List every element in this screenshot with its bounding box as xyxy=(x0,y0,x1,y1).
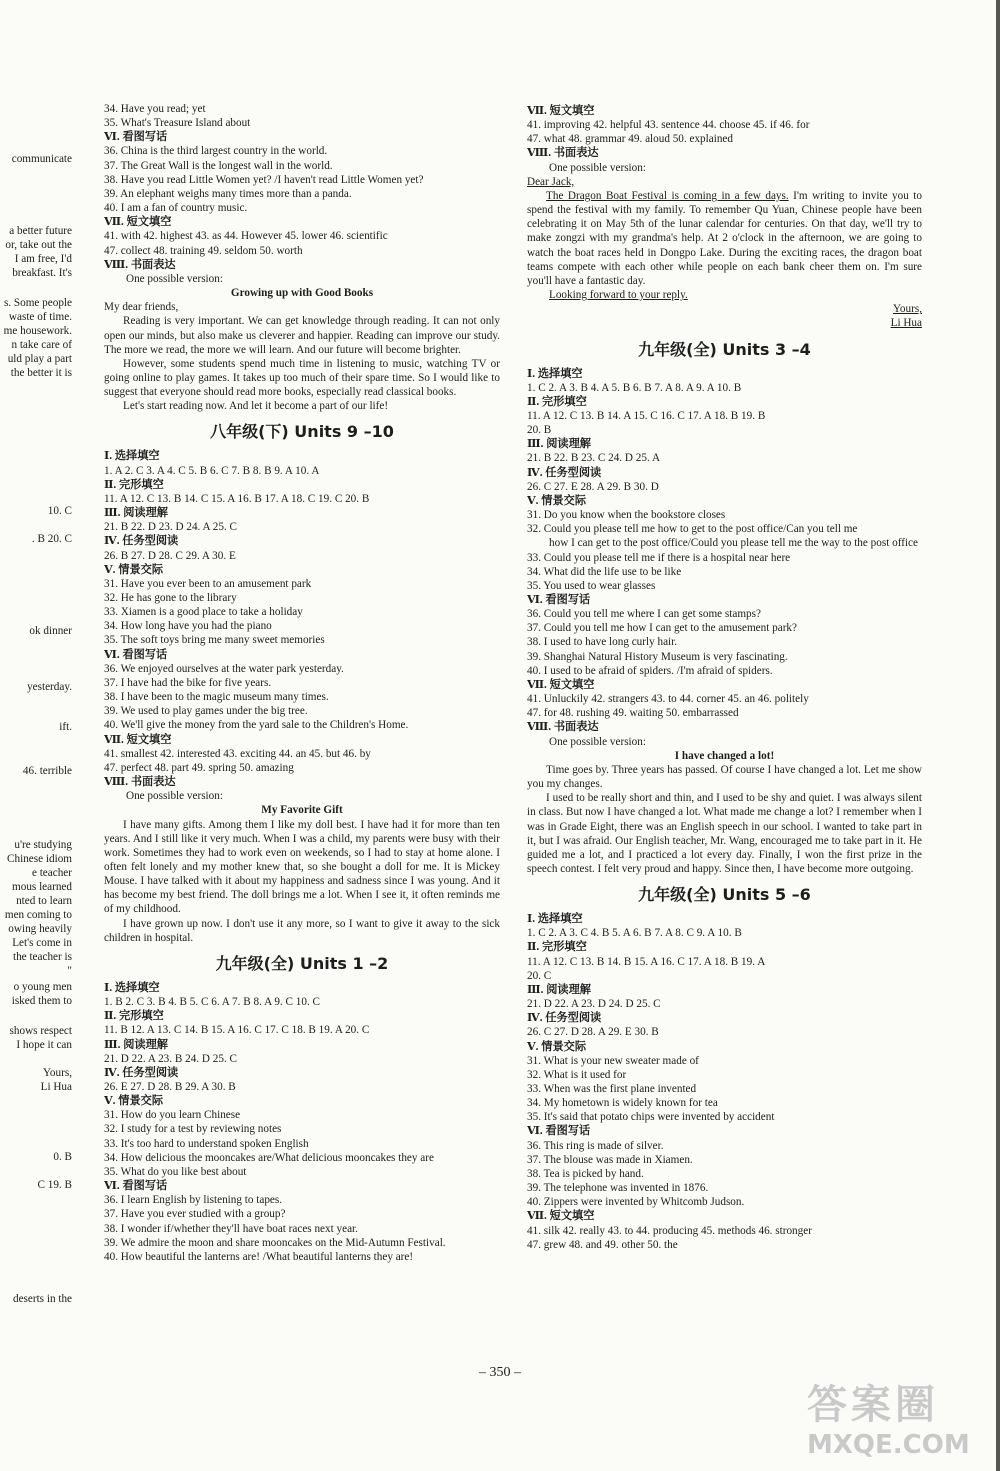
answer-line: One possible version: xyxy=(126,790,223,803)
section-answers xyxy=(104,449,500,803)
cut-text-fragment: C 19. B xyxy=(37,1179,72,1191)
section-answers xyxy=(527,367,922,537)
section-label: Ⅷ. 书面表达 xyxy=(104,258,176,271)
answer-line: 35. It's said that potato chips were invented by accident xyxy=(527,1111,775,1124)
section-label: Ⅰ. 选择填空 xyxy=(527,913,583,926)
answer-line: 36. We enjoyed ourselves at the water park yesterday. xyxy=(104,662,344,675)
answer-line: 31. What is your new sweater made of xyxy=(527,1054,699,1067)
answer-line: 35. You used to wear glasses xyxy=(527,579,656,592)
cut-text-fragment: deserts in the xyxy=(12,1293,72,1305)
answer-line: 38. Have you read Little Women yet? /I haven't read Little Women yet? xyxy=(104,173,424,186)
answer-line: 32. Could you please tell me how to get to the post office/Can you tell me xyxy=(527,523,858,536)
watermark-url: MXQE.COM xyxy=(807,1430,970,1460)
section-label: Ⅶ. 短文填空 xyxy=(527,105,595,117)
answer-line: 39. The telephone was invented in 1876. xyxy=(527,1182,709,1195)
section-label: Ⅵ. 看图写话 xyxy=(527,594,591,606)
section-answers xyxy=(527,912,922,1252)
answer-line: 26. C 27. E 28. A 29. B 30. D xyxy=(527,480,659,493)
answer-line: 37. The blouse was made in Xiamen. xyxy=(527,1153,693,1166)
cut-text-fragment: Yours, xyxy=(42,1067,72,1079)
answer-line: 33. Could you please tell me if there is a hospital near here xyxy=(527,551,791,564)
answer-line: 20. B xyxy=(527,424,552,437)
cut-text-fragment: me housework. xyxy=(3,325,72,337)
answer-line: 1. A 2. C 3. A 4. C 5. B 6. C 7. B 8. B 9. A 10. A xyxy=(104,464,320,477)
answer-line: 32. I study for a test by reviewing notes xyxy=(104,1123,282,1136)
answer-line: 31. Have you ever been to an amusement park xyxy=(104,577,312,590)
cut-text-fragment: . B 20. C xyxy=(31,533,72,545)
cut-text-fragment: isked them to xyxy=(11,995,72,1007)
section-heading: 八年级(下) Units 9 –10 xyxy=(210,422,394,442)
watermark-logo xyxy=(807,1373,992,1463)
letter-signoff: Yours, xyxy=(892,303,922,316)
section-label: Ⅲ. 阅读理解 xyxy=(527,438,591,451)
cut-text-fragment: Li Hua xyxy=(40,1081,72,1093)
cut-text-fragment: s. Some people xyxy=(3,297,72,309)
answer-line: 47. perfect 48. part 49. spring 50. amazing xyxy=(104,761,294,774)
page-edge-shadow xyxy=(996,0,1000,1471)
answer-line: 40. Zippers were invented by Whitcomb Judson. xyxy=(527,1196,745,1209)
essay-greeting: My dear friends, xyxy=(104,301,179,314)
cut-text-fragment: " xyxy=(67,965,72,977)
section-label: Ⅳ. 任务型阅读 xyxy=(527,1012,602,1025)
answer-line: 37. Have you ever studied with a group? xyxy=(104,1208,286,1221)
answer-line: 26. E 27. D 28. B 29. A 30. B xyxy=(104,1081,236,1093)
answer-line: 38. I wonder if/whether they'll have boat races next year. xyxy=(104,1222,358,1235)
cut-text-fragment: owing heavily xyxy=(8,923,72,935)
answer-line: 11. B 12. A 13. C 14. B 15. A 16. C 17. C 18. B 19. A 20. C xyxy=(104,1024,370,1037)
cut-text-fragment: Let's come in xyxy=(12,937,72,949)
section-label: Ⅲ. 阅读理解 xyxy=(104,507,168,520)
answer-line: 34. How long have you had the piano xyxy=(104,620,272,633)
answer-line: 39. Shanghai Natural History Museum is very fascinating. xyxy=(527,650,788,663)
answer-line: 11. A 12. C 13. B 14. C 15. A 16. B 17. A 18. C 19. C 20. B xyxy=(104,492,370,505)
section-label: Ⅱ. 完形填空 xyxy=(527,395,587,408)
section-label: Ⅲ. 阅读理解 xyxy=(527,983,591,996)
cut-text-fragment: 10. C xyxy=(47,505,72,517)
answer-line: 11. A 12. C 13. B 14. B 15. A 16. C 17. A 18. B 19. A xyxy=(527,955,766,968)
cut-text-fragment: mous learned xyxy=(12,881,72,893)
answer-line: One possible version: xyxy=(126,272,223,285)
answer-line: 35. What's Treasure Island about xyxy=(104,117,251,130)
answer-line: 34. What did the life use to be like xyxy=(527,565,682,578)
left-cut-column xyxy=(0,102,88,1402)
section-label: Ⅱ. 完形填空 xyxy=(104,1010,164,1023)
section-answers xyxy=(104,981,500,1264)
cut-text-fragment: ok dinner xyxy=(29,625,72,637)
cut-text-fragment: communicate xyxy=(11,153,72,165)
answer-line: 35. What do you like best about xyxy=(104,1165,247,1178)
cut-text-fragment: men coming to xyxy=(4,909,72,921)
answer-line: 34. Have you read; yet xyxy=(104,103,206,115)
letter-body xyxy=(527,189,922,288)
section-label: Ⅵ. 看图写话 xyxy=(104,131,168,144)
section-label: Ⅰ. 选择填空 xyxy=(104,981,160,994)
section-label: Ⅰ. 选择填空 xyxy=(527,367,583,380)
section-label: Ⅳ. 任务型阅读 xyxy=(104,1066,179,1079)
section-answers xyxy=(527,551,922,749)
answer-line: 36. I learn English by listening to tapes. xyxy=(104,1194,283,1207)
section-label: Ⅷ. 书面表达 xyxy=(104,776,176,789)
section-label: Ⅶ. 短文填空 xyxy=(104,216,172,229)
answer-line: 39. We used to play games under the big tree. xyxy=(104,705,308,718)
answer-line: 1. C 2. A 3. B 4. A 5. B 6. B 7. A 8. A 9. A 10. B xyxy=(527,381,742,394)
answer-line: 33. Xiamen is a good place to take a holiday xyxy=(104,606,303,619)
cut-text-fragment: waste of time. xyxy=(8,311,72,323)
unit-answers-tail xyxy=(104,102,500,286)
cut-text-fragment: a better future xyxy=(9,225,72,237)
answer-line: 41. Unluckily 42. strangers 43. to 44. corner 45. an 46. politely xyxy=(527,693,809,706)
section-label: Ⅰ. 选择填空 xyxy=(104,450,160,463)
section-label: Ⅷ. 书面表达 xyxy=(527,147,599,160)
answer-line: 40. How beautiful the lanterns are! /What beautiful lanterns they are! xyxy=(104,1250,414,1263)
cut-text-fragment: 46. terrible xyxy=(22,765,72,777)
answer-line: 39. An elephant weighs many times more than a panda. xyxy=(104,187,352,200)
answer-line: 38. Tea is picked by hand. xyxy=(527,1167,644,1180)
watermark-text: 答案圈 xyxy=(807,1382,939,1428)
answer-line: 37. The Great Wall is the longest wall in the world. xyxy=(104,159,333,172)
answer-line: 41. smallest 42. interested 43. exciting 44. an 45. but 46. by xyxy=(104,747,371,760)
cut-text-fragment: uld play a part xyxy=(7,353,72,365)
section-label: Ⅶ. 短文填空 xyxy=(527,678,595,691)
section-label: Ⅲ. 阅读理解 xyxy=(104,1038,168,1051)
answer-line: 34. My hometown is widely known for tea xyxy=(527,1097,718,1110)
answer-line: 33. It's too hard to understand spoken English xyxy=(104,1137,309,1150)
answer-column-2 xyxy=(527,104,922,1252)
cut-text-fragment: nted to learn xyxy=(16,895,72,907)
answer-line: 41. with 42. highest 43. as 44. However 45. lower 46. scientific xyxy=(104,230,388,243)
answer-line: 21. B 22. B 23. C 24. D 25. A xyxy=(527,452,661,465)
essay-paragraph: Time goes by. Three years has passed. Of course I have changed a lot. Let me show you my changes. xyxy=(527,763,922,791)
section-label: Ⅵ. 看图写话 xyxy=(104,648,168,661)
answer-line: 35. The soft toys bring me many sweet memories xyxy=(104,634,325,647)
section-label: Ⅱ. 完形填空 xyxy=(527,941,587,954)
answer-line: 26. B 27. D 28. C 29. A 30. E xyxy=(104,549,236,562)
letter-body-text: I'm writing to invite you to spend the festival with my family. To remember Qu Yuan, Chinese people have been celebrating it on May 5th of the lunar calendar for centuries. On that day, we'll try to make zongzi with my grandma's help. At 2 o'clock in the afternoon, we are going to watch the boat races held in Dongpo Lake. During the exciting races, the dragon boat teams compete with each other while people on each bank cheer them on. I'm sure you'll have a fantastic day. xyxy=(527,189,922,287)
answer-line: 38. I used to have long curly hair. xyxy=(527,636,678,649)
essay-paragraph: I used to be really short and thin, and I used to be shy and quiet. I was always silent in class. But now I have changed a lot. What made me change a lot? I remember when I was in Grade Eight, there was an English speech in our school. I wanted to take part in it, but I was afraid. Our English teacher, Mr. Wang, encouraged me to take part in it. He guided me a lot, and I practiced a lot every day. Finally, I won the first prize in the speech contest. I felt very proud and happy. Since then, I have become more outgoing. xyxy=(527,792,922,875)
answer-line: 38. I have been to the magic museum many times. xyxy=(104,691,329,704)
cut-text-fragment: I am free, I'd xyxy=(14,253,72,265)
essay-paragraph: Reading is very important. We can get knowledge through reading. It can not only open our minds, but also make us cleverer and happier. Reading can improve our study. The more we read, the more we will learn. And our future will become brighter. xyxy=(104,315,500,356)
answer-line: 11. A 12. C 13. B 14. A 15. C 16. C 17. A 18. B 19. B xyxy=(527,409,766,422)
cut-text-fragment: or, take out the xyxy=(5,239,72,251)
essay-title: I have changed a lot! xyxy=(674,749,775,762)
answer-line: 36. China is the third largest country in the world. xyxy=(104,145,328,158)
cut-text-fragment: ift. xyxy=(59,721,72,733)
section-label: Ⅵ. 看图写话 xyxy=(104,1180,168,1193)
page-number: – 350 – xyxy=(479,1365,521,1380)
cut-text-fragment: o young men xyxy=(13,981,72,993)
cut-text-fragment: shows respect xyxy=(9,1025,72,1037)
letter-closing: Looking forward to your reply. xyxy=(549,289,688,302)
cut-text-fragment: breakfast. It's xyxy=(12,267,72,279)
answer-line: 34. How delicious the mooncakes are/What delicious mooncakes they are xyxy=(104,1151,434,1164)
cut-text-fragment: the teacher is xyxy=(12,951,72,963)
answer-line: 39. We admire the moon and share mooncakes on the Mid-Autumn Festival. xyxy=(104,1236,446,1249)
section-label: Ⅳ. 任务型阅读 xyxy=(527,466,602,479)
letter-signature: Li Hua xyxy=(890,317,922,330)
answer-line: 20. C xyxy=(527,969,552,982)
answer-line: 33. When was the first plane invented xyxy=(527,1083,697,1095)
section-heading: 九年级(全) Units 5 –6 xyxy=(638,885,811,905)
answer-line: 47. grew 48. and 49. other 50. the xyxy=(527,1238,678,1251)
answer-line: 37. I have had the bike for five years. xyxy=(104,676,272,689)
essay-paragraph: I have many gifts. Among them I like my doll best. I have had it for more than ten years. And I still like it very much. When I was a child, my parents were busy with their work. Sometimes they had to work even on weekends, so I had to stay at home alone. I often felt lonely and my mother knew that, so she bought a doll for me. It is Mickey Mouse. I have talked with it about my happiness and sadness since I was young. And it has become my best friend. The doll brings me a lot. When I see it, it often reminds me of my childhood. xyxy=(104,818,500,916)
answer-line: 36. This ring is made of silver. xyxy=(527,1139,664,1152)
essay-title: My Favorite Gift xyxy=(261,804,343,817)
answer-line: 47. collect 48. training 49. seldom 50. worth xyxy=(104,244,303,257)
answer-line: 1. C 2. A 3. C 4. B 5. A 6. B 7. A 8. C 9. A 10. B xyxy=(527,927,742,940)
section-label: Ⅵ. 看图写话 xyxy=(527,1125,591,1138)
cut-text-fragment: yesterday. xyxy=(27,681,72,693)
section-label: Ⅴ. 情景交际 xyxy=(527,494,587,507)
essay-paragraph: Let's start reading now. And let it become a part of our life! xyxy=(123,400,389,413)
answer-line: 41. silk 42. really 43. to 44. producing 45. methods 46. stronger xyxy=(527,1224,812,1237)
essay-paragraph: I have grown up now. I don't use it any more, so I want to give it away to the sick children in hospital. xyxy=(104,917,500,944)
section-heading: 九年级(全) Units 3 –4 xyxy=(638,339,811,359)
section-heading: 九年级(全) Units 1 –2 xyxy=(215,953,389,973)
answer-line: 1. B 2. C 3. B 4. B 5. C 6. A 7. B 8. A 9. C 10. C xyxy=(104,996,321,1009)
letter-underlined-sentence: The Dragon Boat Festival is coming in a few days. xyxy=(546,189,789,202)
answer-line: 47. for 48. rushing 49. waiting 50. embarrassed xyxy=(527,707,739,720)
answer-line: 21. D 22. A 23. B 24. D 25. C xyxy=(104,1052,238,1065)
answer-line: 32. He has gone to the library xyxy=(104,592,237,604)
answer-line: One possible version: xyxy=(549,735,646,748)
section-label: Ⅶ. 短文填空 xyxy=(527,1210,595,1223)
answer-line: 36. Could you tell me where I can get some stamps? xyxy=(527,608,761,621)
cut-text-fragment: n take care of xyxy=(11,339,72,351)
answer-line: 26. C 27. D 28. A 29. E 30. B xyxy=(527,1026,659,1039)
section-label: Ⅴ. 情景交际 xyxy=(527,1040,587,1053)
answer-line: 40. We'll give the money from the yard sale to the Children's Home. xyxy=(104,719,409,732)
section-label: Ⅴ. 情景交际 xyxy=(104,1095,164,1108)
answer-line: 21. D 22. A 23. D 24. D 25. C xyxy=(527,998,661,1011)
unit-answers-tail xyxy=(527,104,922,175)
answer-line: 31. Do you know when the bookstore closes xyxy=(527,509,726,522)
cut-text-fragment: e teacher xyxy=(31,867,72,879)
answer-line: One possible version: xyxy=(549,161,646,174)
cut-text-fragment: 0. B xyxy=(53,1151,72,1163)
answer-line: 40. I am a fan of country music. xyxy=(104,202,248,215)
answer-line: 21. B 22. D 23. D 24. A 25. C xyxy=(104,521,238,534)
answer-line: 32. What is it used for xyxy=(527,1068,627,1081)
section-label: Ⅶ. 短文填空 xyxy=(104,733,172,746)
essay-paragraph: However, some students spend much time in listening to music, watching TV or going online to play games. It takes up too much of their spare time. So I would like to suggest that everyone should read more books, especially read classical books. xyxy=(104,357,500,399)
cut-text-fragment: u're studying xyxy=(14,839,72,851)
section-label: Ⅳ. 任务型阅读 xyxy=(104,535,179,548)
essay-title: Growing up with Good Books xyxy=(230,287,374,300)
letter-greeting: Dear Jack, xyxy=(527,175,575,188)
answer-line: 40. I used to be afraid of spiders. /I'm afraid of spiders. xyxy=(527,664,773,677)
answer-line: 37. Could you tell me how I can get to the amusement park? xyxy=(527,622,797,635)
cut-text-fragment: I hope it can xyxy=(16,1039,72,1051)
answer-column-1 xyxy=(104,102,500,1264)
cut-text-fragment: the better it is xyxy=(10,367,72,379)
section-label: Ⅴ. 情景交际 xyxy=(104,563,164,576)
section-label: Ⅱ. 完形填空 xyxy=(104,478,164,491)
cut-text-fragment: Chinese idiom xyxy=(7,853,72,865)
answer-line: 41. improving 42. helpful 43. sentence 44. choose 45. if 46. for xyxy=(527,119,810,132)
answer-line: 47. what 48. grammar 49. aloud 50. explained xyxy=(527,133,733,146)
section-label: Ⅷ. 书面表达 xyxy=(527,721,599,734)
answer-line: 31. How do you learn Chinese xyxy=(104,1109,241,1122)
answer-wrap-line: how I can get to the post office/Could you please tell me the way to the post office xyxy=(549,537,918,550)
